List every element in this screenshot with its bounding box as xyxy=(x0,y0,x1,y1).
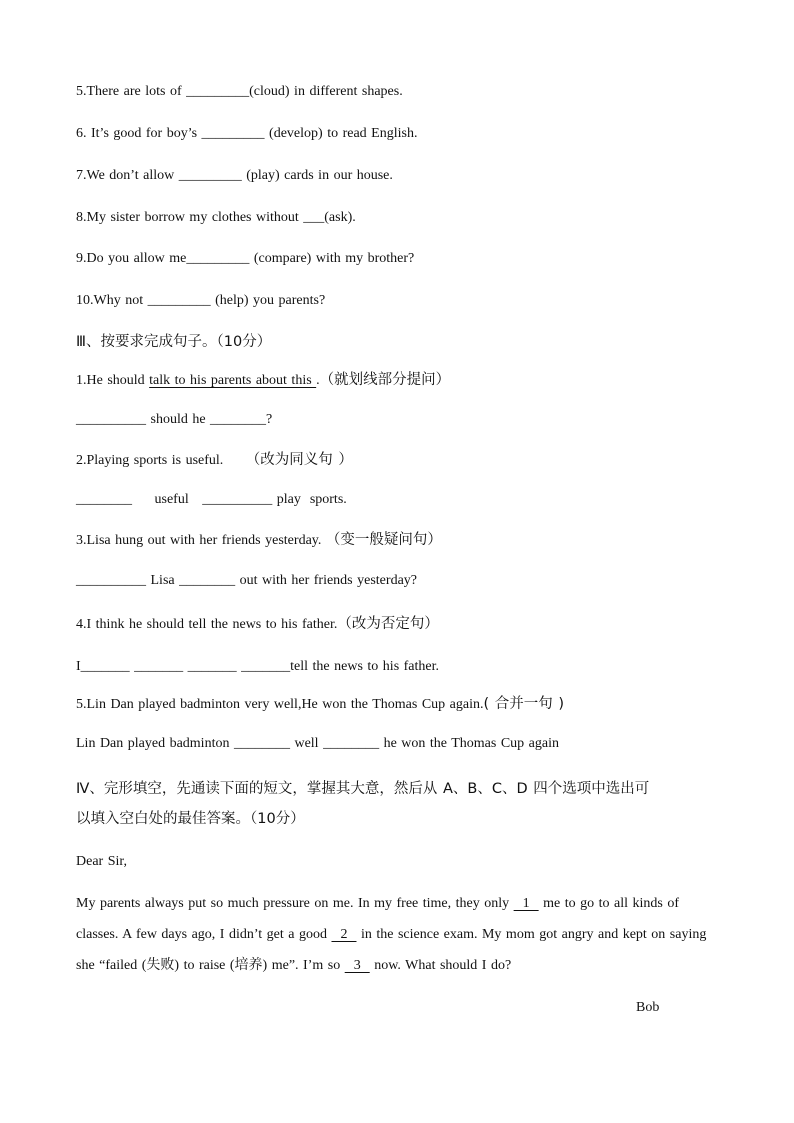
item-9: 9.Do you allow me_________ (compare) with my brother? xyxy=(76,251,415,266)
s3-q2-prompt: 2.Playing sports is useful. xyxy=(76,453,224,468)
s3-q5-prompt: 5.Lin Dan played badminton very well,He won the Thomas Cup again. xyxy=(76,697,484,712)
s3-q4-answer: I_______ _______ _______ _______tell the news to his father. xyxy=(76,659,440,674)
s3-q5-instruction: ( 合并一句 ) xyxy=(483,696,565,712)
blank-1: 1 xyxy=(513,896,539,911)
s3-q3-prompt: 3.Lisa hung out with her friends yesterday. xyxy=(76,533,322,548)
blank-2: 2 xyxy=(331,927,357,942)
s3-q2-answer: ________ useful __________ play sports. xyxy=(76,492,347,507)
s3-q1-prefix: 1.He should xyxy=(76,373,150,388)
s3-q4-prompt: 4.I think he should tell the news to his father. xyxy=(76,617,338,632)
item-10: 10.Why not _________ (help) you parents? xyxy=(76,293,326,308)
s3-q5-answer: Lin Dan played badminton ________ well ________ he won the Thomas Cup again xyxy=(76,736,560,751)
s3-q4-instruction: （改为否定句） xyxy=(337,616,439,632)
s3-q1-instruction: （就划线部分提问） xyxy=(319,372,451,388)
s3-q5 xyxy=(76,695,564,714)
letter-text-4: now. What should I do? xyxy=(369,958,512,973)
blank-3: 3 xyxy=(344,958,370,973)
s3-q1-suffix: . xyxy=(316,373,320,388)
s3-q1-underlined: talk to his parents about this xyxy=(149,373,317,388)
letter-body xyxy=(76,888,716,981)
section-4-heading-line2: 以填入空白处的最佳答案。（10分） xyxy=(76,811,305,827)
section-4-heading: Ⅳ、完形填空，先通读下面的短文，掌握其大意，然后从 A、B、C、D 四个选项中选出可 xyxy=(76,781,650,797)
s3-q3-answer: __________ Lisa ________ out with her friends yesterday? xyxy=(76,573,417,588)
s3-q1-answer: __________ should he ________? xyxy=(76,412,273,427)
s3-q2-instruction: （改为同义句 ） xyxy=(245,452,353,468)
item-7: 7.We don’t allow _________ (play) cards in our house. xyxy=(76,168,393,183)
letter-text-1: My parents always put so much pressure on me. In my free time, they only xyxy=(76,896,514,911)
s3-q1 xyxy=(76,371,450,390)
letter-signature: Bob xyxy=(636,1000,660,1015)
s3-q4 xyxy=(76,615,439,634)
s3-q2 xyxy=(76,451,353,470)
letter-text-2: me to go to all kinds of classes. A few days ago, I didn’t get a good xyxy=(76,896,680,942)
letter-greeting: Dear Sir, xyxy=(76,854,127,869)
item-5: 5.There are lots of _________(cloud) in different shapes. xyxy=(76,84,403,99)
item-6: 6. It’s good for boy’s _________ (develop) to read English. xyxy=(76,126,418,141)
item-8: 8.My sister borrow my clothes without ___(ask). xyxy=(76,210,356,225)
letter-text-3: in the science exam. My mom got angry and kept on saying she “failed (失败) to raise (培养) me”. I’m so xyxy=(76,927,707,973)
section-3-heading: Ⅲ、按要求完成句子。（10分） xyxy=(76,334,272,350)
s3-q3 xyxy=(76,531,442,550)
s3-q3-instruction: （变一般疑问句） xyxy=(325,532,442,548)
